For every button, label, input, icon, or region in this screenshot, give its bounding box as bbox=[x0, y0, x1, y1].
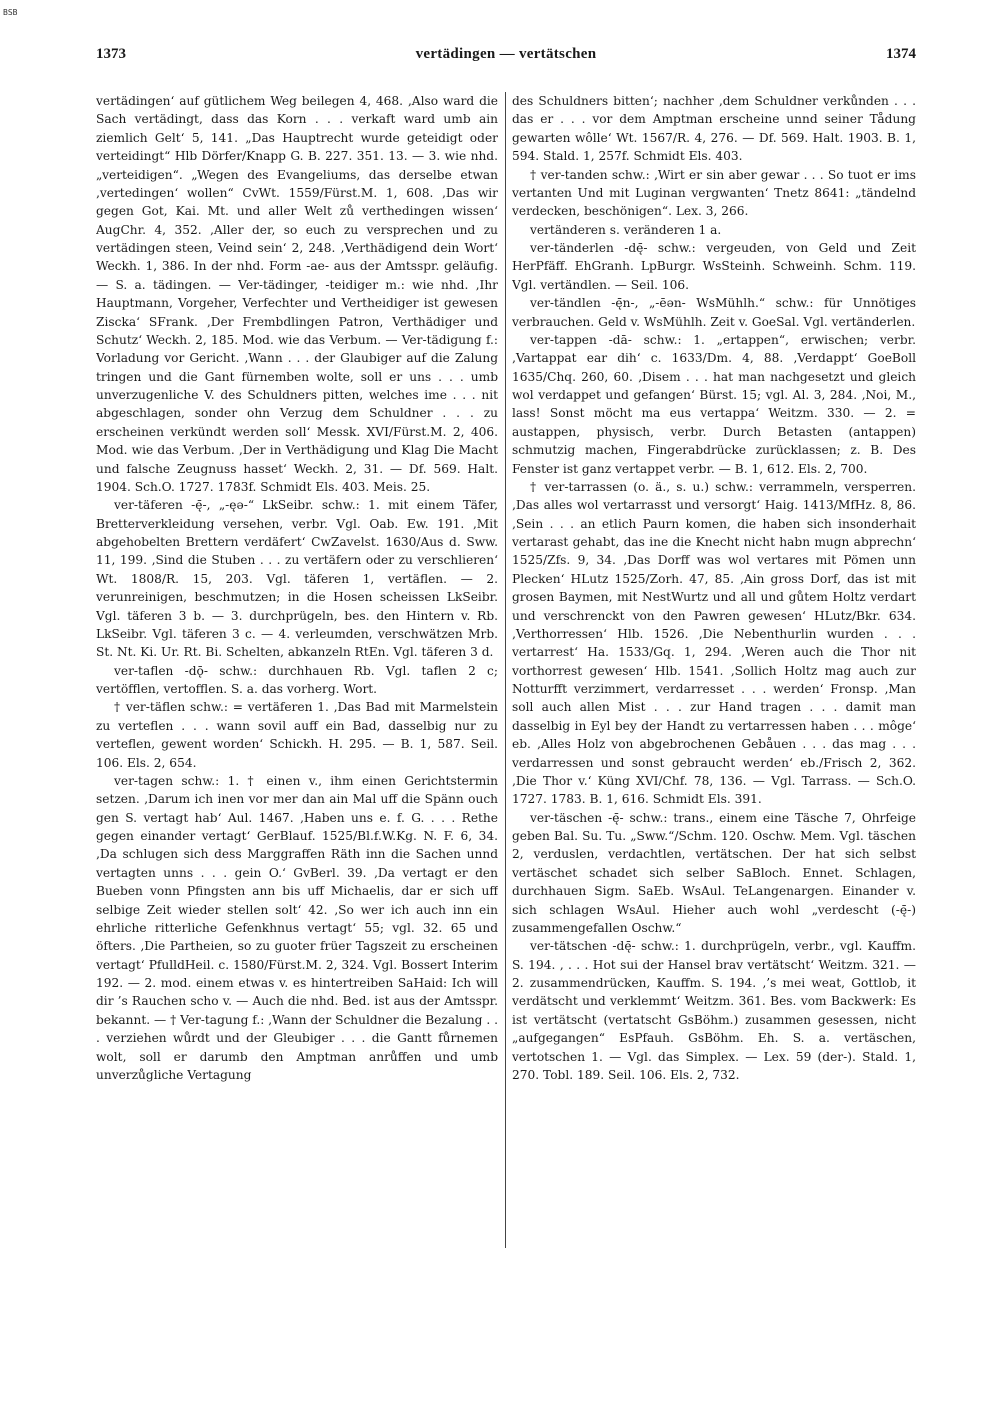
entry-paragraph: ver-tappen -dā- schw.: 1. „ertappen“, erwischen; verbr. ‚Vartappat ear dih‘ c. 1633/Dm. 4, 88. ‚Verdappt‘ GoeBoll 1635/Chq. 260, 60. ‚Disem . . . hat man nachgesetzt und gleich wol verdappet und gefangen‘ Bürst. 15; vgl. Al. 3, 284. ‚Noi, M., lass! Sonst möcht ma eus vertappa‘ Weitzm. 330. — 2. = austappen, physisch, verbr. Durch Betasten (antappen) schmutzig machen, Fingerabdrücke zurücklassen; z. B. Des Fenster ist ganz vertappet verbr. — B. 1, 612. Els. 2, 700. bbox=[512, 332, 916, 476]
left-column bbox=[96, 92, 498, 1392]
page-number-left: 1373 bbox=[96, 46, 126, 62]
column-divider bbox=[505, 92, 506, 1248]
entry-paragraph: ver-täschen -ę̄- schw.: trans., einem eine Täsche 7, Ohrfeige geben Bal. Su. Tu. „Sww.“/Schm. 120. Oschw. Mem. Vgl. täschen 2, verduslen, verdachtlen, vertätschen. Der hat sich selbst vertäschet schadet sich selber SaBloch. Ennet. Schlagen, durchhauen Sigm. SaEb. WsAul. TeLangenargen. Einander v. sich schlagen WsAul. Hieher auch wohl „verdescht (-ę̄-) zusammengefallen Oschw.“ bbox=[512, 810, 916, 935]
entry-paragraph: † ver-tarrassen (o. ä., s. u.) schw.: verrammeln, versperren. ‚Das alles wol vertarrasst und versorgt‘ Haig. 1413/MfHz. 8, 86. ‚Sein . . . an etlich Paurn komen, die haben sich insonderhait vertarast gehabt, das ine die Knecht nicht habn mugn abprechn‘ 1525/Zfs. 9, 34. ‚Das Dorff was wol vertares mit Pömen unn Plecken‘ HLutz 1525/Zorh. 47, 85. ‚Ain gross Dorf, das ist mit grosen Baymen, mit NestWurtz und all und gůtem Holtz verdart und verschrenckt von den Pawren gewesen‘ HLutz/Bkr. 634. ‚Verthorressen‘ Hlb. 1526. ‚Die Nebenthurlin wurden . . . vertarrest‘ Ha. 1533/Gq. 1, 294. ‚Weren auch die Thor nit vorthorrest gewesen‘ Hlb. 1541. ‚Sollich Holtz mag auch zur Notturfft verzimmert, verdarresset . . . werden‘ Fronsp. ‚Man soll auch allen Mist . . . zur Hand tragen . . . damit man dasselbig in Eyl bey der Handt zu vertarressen haben . . . môge‘ eb. ‚Alles Holz von abgebrochenen Gebåuen . . . das mag . . . verdarressen und sonst gebraucht werden‘ eb./Frisch 2, 362. ‚Die Thor v.‘ Küng XVI/Chf. 78, 136. — Vgl. Tarrass. — Sch.O. 1727. 1783. B. 1, 616. Schmidt Els. 391. bbox=[512, 479, 916, 807]
right-column bbox=[512, 92, 916, 1392]
running-title: vertädingen — vertätschen bbox=[415, 46, 597, 62]
entry-paragraph: ver-tätschen -dę̄- schw.: 1. durchprügeln, verbr., vgl. Kauffm. S. 194. ‚ . . . Hot sui der Hansel brav vertätscht‘ Weitzm. 321. — 2. zusammendrücken, Kauffm. S. 194. ‚’s mei weat, Gottlob, it verdätscht und verklemmt‘ Weitzm. 361. Bes. vom Backwerk: Es ist vertätscht (vertatscht GsBöhm.) zusammen gesessen, nicht „aufgegangen“ EsPfauh. GsBöhm. Eh. S. a. vertäschen, vertotschen 1. — Vgl. das Simplex. — Lex. 59 (der-). Stald. 1, 270. Tobl. 189. Seil. 106. Els. 2, 732. bbox=[512, 939, 916, 1082]
entry-paragraph: vertädingen‘ auf gütlichem Weg beilegen 4, 468. ‚Also ward die Sach vertädingt, dass das Korn . . . verkaft ward umb ain ziemlich Gelt‘ 5, 141. „Das Hauptrecht wurde geteidigt oder verteidingt“ Hlb Dörfer/Knapp G. B. 227. 351. 13. — 3. wie nhd. „verteidigen“. „Wegen des Evangeliums, das derselbe etwan ‚vertedingen‘ wollen“ CvWt. 1559/Fürst.M. 1, 608. ‚Das wir gegen Got, Kai. Mt. und aller Welt zů verthedingen wissen‘ AugChr. 4, 352. ‚Aller der, so euch zu versprechen und zu vertädingen steen, Veind sein‘ 2, 248. ‚Verthädigend dein Wort‘ Weckh. 1, 386. In der nhd. Form -ae- aus der Amtsspr. geläufig. — S. a. tädingen. — Ver-tädinger, -teidiger m.: wie nhd. ‚Ihr Hauptmann, Vorgeher, Verfechter und Vertheidiger ist gewesen Ziscka‘ SFrank. ‚Der Frembdlingen Patron, Verthädiger und Schutz‘ Weckh. 2, 185. Mod. wie das Verbum. — Ver-tädigung f.: Vorladung vor Gericht. ‚Wann . . . der Glaubiger auf die Zalung tringen und die Gant fürnemben wolte, soll er uns . . . umb unverzugenliche V. des Schuldners pitten, welches ime . . . nit abgeschlagen, sonder ohn Verzug dem Schuldner . . . zu erscheinen verkündt werden soll‘ Messk. XVI/Fürst.M. 2, 406. Mod. wie das Verbum. ‚Der in Verthädigung und Klag Die Macht und falsche Zeugnuss hasset‘ Weckh. 2, 31. — Df. 569. Halt. 1904. Sch.O. 1727. 1783f. Schmidt Els. 403. Meis. 25. bbox=[96, 94, 498, 494]
entry-paragraph: ver-taflen -dǭ- schw.: durchhauen Rb. Vgl. taflen 2 c; vertöfflen, vertofflen. S. a. das vorherg. Wort. bbox=[96, 663, 498, 696]
entry-paragraph: † ver-täflen schw.: = vertäferen 1. ‚Das Bad mit Marmelstein zu verteflen . . . wann sovil auff ein Bad, dasselbig nur zu verteflen, gewent worden‘ Schickh. H. 295. — B. 1, 587. Seil. 106. Els. 2, 654. bbox=[96, 700, 498, 770]
entry-paragraph: ver-täferen -ę̄-, „-ęə-“ LkSeibr. schw.: 1. mit einem Täfer, Bretterverkleidung versehen, verbr. Vgl. Oab. Ew. 191. ‚Mit abgehobelten Brettern verdäfert‘ CwZavelst. 1630/Aus d. Sww. 11, 199. ‚Sind die Stuben . . . zu vertäfern oder zu verschlieren‘ Wt. 1808/R. 15, 203. Vgl. täferen 1, vertäflen. — 2. verunreinigen, beschmutzen; in die Hosen scheissen LkSeibr. Vgl. täferen 3 b. — 3. durchprügeln, bes. den Hintern v. Rb. LkSeibr. Vgl. täferen 3 c. — 4. verleumden, verschwätzen Mrb. St. Nt. Ki. Ur. Rt. Bi. Schelten, abkanzeln RtEn. Vgl. täferen 3 d. bbox=[96, 498, 498, 660]
page-number-right: 1374 bbox=[886, 46, 916, 62]
entry-paragraph: ver-tänderlen -dę̄- schw.: vergeuden, von Geld und Zeit HerPfäff. EhGranh. LpBurgr. WsSteinh. Schweinh. Schm. 119. Vgl. vertändlen. — Seil. 106. bbox=[512, 241, 916, 292]
entry-paragraph: † ver-tanden schw.: ‚Wirt er sin aber gewar . . . So tuot er ims vertanten Und mit Luginan vergwanten‘ Tnetz 8641: „tändelnd verdecken, beschönigen“. Lex. 3, 266. bbox=[512, 167, 916, 219]
page-header bbox=[96, 46, 916, 68]
entry-paragraph: des Schuldners bitten‘; nachher ‚dem Schuldner verkůnden . . . das er . . . vor dem Amptman erscheine unnd seiner Tådung gewarten wôlle‘ Wt. 1567/R. 4, 276. — Df. 569. Halt. 1903. B. 1, 594. Stald. 1, 257f. Schmidt Els. 403. bbox=[512, 94, 916, 164]
entry-paragraph: ver-tändlen -ę̄n-, „-ēən- WsMühlh.“ schw.: für Unnötiges verbrauchen. Geld v. WsMühlh. Zeit v. GoeSal. Vgl. vertänderlen. bbox=[512, 296, 916, 329]
library-stamp: BSB bbox=[3, 8, 18, 17]
entry-paragraph: ver-tagen schw.: 1. † einen v., ihm einen Gerichtstermin setzen. ‚Darum ich inen vor mer dan ain Mal uff die Spänn ouch gen S. vertagt hab‘ Aul. 1467. ‚Haben uns e. f. G. . . . Rethe gegen einander vertagt‘ GerBlauf. 1525/Bl.f.W.Kg. N. F. 6, 34. ‚Da schlugen sich dess Marggraffen Räth inn die Sachen unnd vertagten unns . . . gein O.‘ GvBerl. 39. ‚Da vertagt er den Bueben vonn Pfingsten ann bis uff Michaelis, dar er sich uff selbige Zeit wieder stellen solt‘ 42. ‚So wer ich auch inn ein ehrliche ritterliche Gefenkhnus vertagt‘ 55; vgl. 32. 65 und öfters. ‚Die Partheien, so zu guoter früer Tagszeit zu erscheinen vertagt‘ PfulldHeil. c. 1580/Fürst.M. 2, 324. Vgl. Bossert Interim 192. — 2. mod. einem etwas v. es hintertreiben SaHaid: Ich will dir ’s Rauchen scho v. — Auch die nhd. Bed. ist aus der Amtsspr. bekannt. — † Ver-tagung f.: ‚Wann der Schuldner die Bezalung . . . verziehen wůrdt und der Gleubiger . . . die Gantt fůrnemen wolt, soll er darumb den Amptman anrůffen und umb unverzůgliche Vertagung bbox=[96, 773, 498, 1082]
entry-paragraph: vertänderen s. veränderen 1 a. bbox=[530, 222, 722, 237]
